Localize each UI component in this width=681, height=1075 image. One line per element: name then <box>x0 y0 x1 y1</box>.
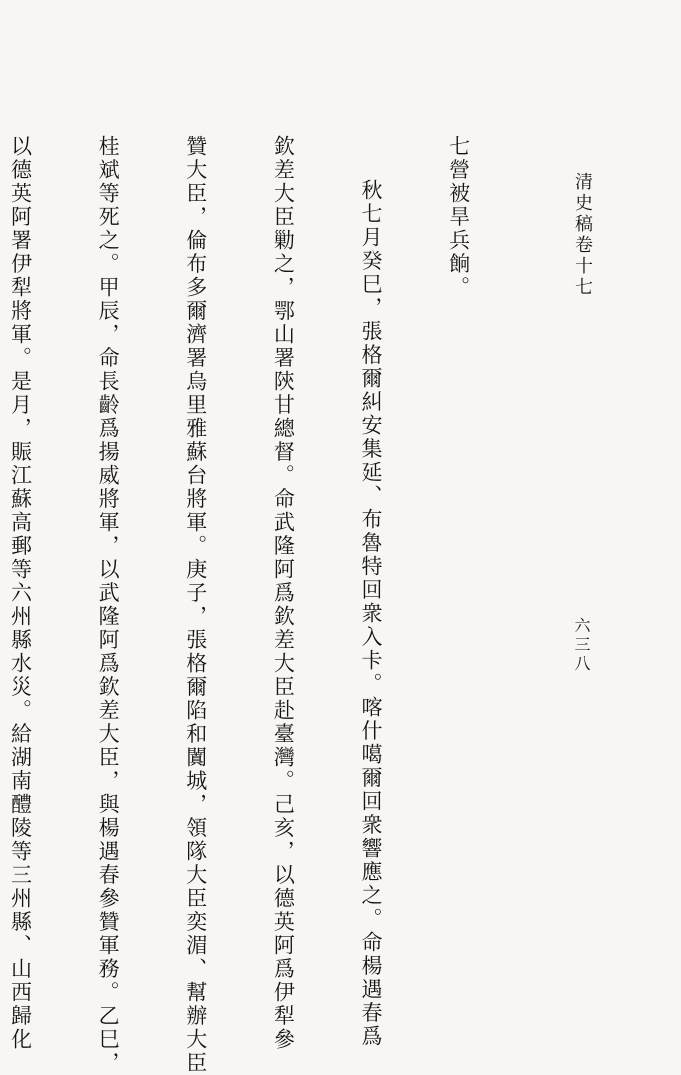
body-text <box>8 135 531 1075</box>
text-column: 欽差大臣勦之，鄂山署陝甘總督。命武隆阿爲欽差大臣赴臺灣。己亥，以德英阿爲伊犁參 <box>271 135 296 1052</box>
running-header-title: 清史稿卷十七 <box>572 172 593 298</box>
text-column: 贊大臣，倫布多爾濟署烏里雅蘇台將軍。庚子，張格爾陷和闐城，領隊大臣奕湄、幫辦大臣 <box>183 135 208 1075</box>
text-column: 以德英阿署伊犁將軍。是月，賑江蘇高郵等六州縣水災。給湖南醴陵等三州縣、山西歸化 <box>8 135 33 1052</box>
text-column: 秋七月癸巳，張格爾糾安集延、布魯特回衆入卡。喀什噶爾回衆響應之。命楊遇春爲 <box>358 179 383 1049</box>
page-number: 六三八 <box>572 617 591 674</box>
text-column: 桂斌等死之。甲辰，命長齡爲揚威將軍，以武隆阿爲欽差大臣，與楊遇春參贊軍務。乙巳， <box>96 135 121 1075</box>
text-column: 七營被旱兵餉。 <box>446 135 471 300</box>
